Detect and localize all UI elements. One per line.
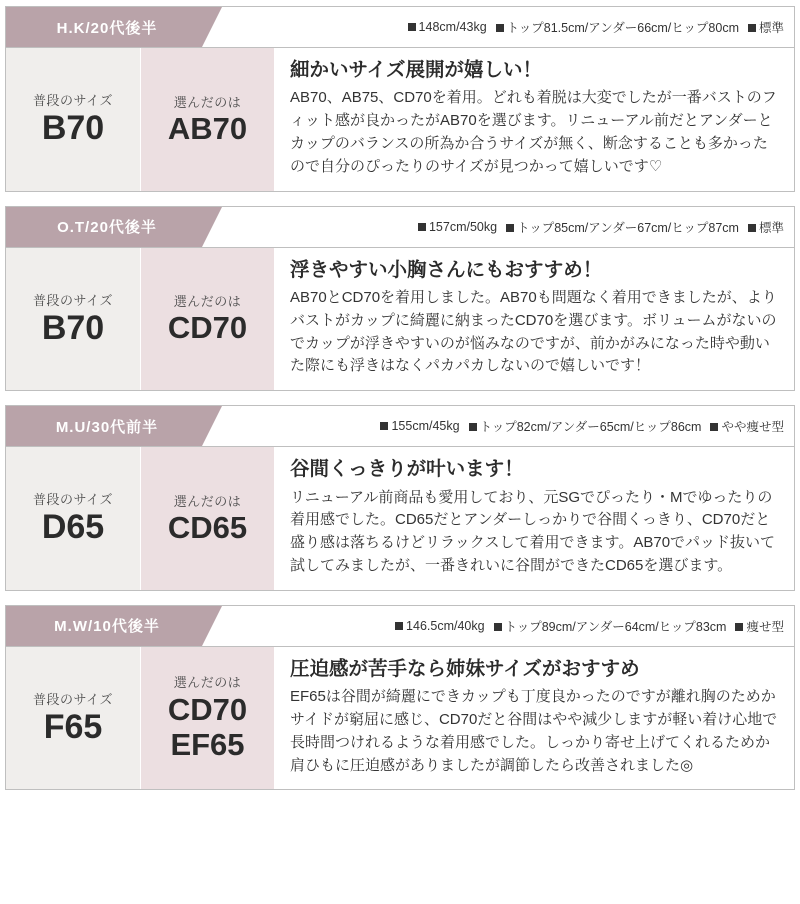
spec-text: 痩せ型: [746, 619, 784, 634]
review-text-block: [274, 48, 794, 191]
usual-size-label: 普段のサイズ: [33, 691, 113, 707]
review-header: [6, 606, 794, 647]
review-header: [6, 207, 794, 248]
usual-size-label: 普段のサイズ: [33, 92, 113, 108]
usual-size-box: [6, 248, 140, 391]
usual-size-box: [6, 48, 140, 191]
review-body-row: [6, 447, 794, 590]
chosen-size-label: 選んだのは: [173, 294, 242, 310]
reviewer-specs: [202, 207, 794, 247]
reviewer-name: H.K/20代後半: [6, 7, 202, 47]
chosen-size-box: [140, 48, 274, 191]
review-body-text: AB70、AB75、CD70を着用。どれも着脱は大変でしたが一番バストのフィット感が良かったがAB70を選びます。リニューアル前だとアンダーとカップのバランスの所為か合うサイズが無く、断念することも多かったので自分のぴったりのサイズが見つかって嬉しいです♡: [290, 89, 777, 175]
chosen-size-label: 選んだのは: [173, 675, 242, 691]
spec-item: [735, 617, 784, 635]
usual-size-value: B70: [41, 108, 105, 147]
review-header: [6, 7, 794, 48]
review-title: 谷間くっきりが叶います！: [290, 458, 524, 481]
square-bullet-icon: [710, 423, 718, 431]
spec-item: [380, 419, 459, 433]
reviewer-specs: [202, 606, 794, 646]
square-bullet-icon: [395, 622, 403, 630]
square-bullet-icon: [748, 224, 756, 232]
chosen-size-box: [140, 647, 274, 790]
spec-text: トップ85cm/アンダー67cm/ヒップ87cm: [517, 220, 739, 235]
review-body-text: リニューアル前商品も愛用しており、元SGでぴったり・Mでゆったりの着用感でした。CD65だとアンダーしっかりで谷間くっきり、CD70だと盛り感は落ちるけどリラックスして着用できます。AB70でパッド抜いて試してみましたが、一番きれいに谷間ができたCD65を選びます。: [290, 488, 776, 574]
spec-text: 標準: [758, 220, 784, 235]
review-title: 圧迫感が苦手なら姉妹サイズがおすすめ: [290, 657, 640, 680]
reviewer-specs: [202, 406, 794, 446]
review-title: 細かいサイズ展開が嬉しい！: [290, 59, 542, 81]
square-bullet-icon: [494, 623, 502, 631]
reviewer-specs: [202, 7, 794, 47]
chosen-size-label: 選んだのは: [173, 94, 242, 110]
chosen-size-box: [140, 447, 274, 590]
spec-text: やや痩せ型: [721, 420, 784, 435]
reviews-page: [0, 6, 800, 790]
square-bullet-icon: [418, 223, 426, 231]
review-body-text: EF65は谷間が綺麗にできカップも丁度良かったのですが離れ胸のためかサイドが窮屈に感じ、CD70だと谷間はやや減少しますが軽い着け心地で長時間つけれるような着用感でした。しっかり寄せ上げてくれるためか肩ひもに圧迫感がありましたが調節したら改善されました◎: [290, 688, 778, 774]
review-text-block: [274, 447, 794, 590]
spec-item: [469, 417, 702, 435]
usual-size-box: [6, 447, 140, 590]
spec-text: 157cm/50kg: [428, 219, 498, 234]
square-bullet-icon: [469, 423, 477, 431]
usual-size-value: F65: [43, 707, 103, 746]
usual-size-value: B70: [41, 308, 105, 347]
spec-text: トップ89cm/アンダー64cm/ヒップ83cm: [504, 619, 727, 634]
spec-item: [748, 18, 784, 36]
square-bullet-icon: [380, 422, 388, 430]
review-card: [5, 405, 795, 591]
review-card: [5, 206, 795, 392]
square-bullet-icon: [408, 23, 416, 31]
spec-item: [748, 218, 784, 236]
usual-size-label: 普段のサイズ: [33, 292, 113, 308]
spec-item: [710, 417, 784, 435]
square-bullet-icon: [735, 623, 743, 631]
spec-text: 146.5cm/40kg: [406, 618, 485, 633]
review-body-row: [6, 48, 794, 191]
review-title: 浮きやすい小胸さんにもおすすめ！: [290, 258, 603, 281]
review-body-row: [6, 248, 794, 391]
usual-size-value: D65: [41, 508, 105, 547]
chosen-size-label: 選んだのは: [173, 493, 242, 509]
spec-item: [418, 220, 497, 234]
square-bullet-icon: [496, 24, 504, 32]
spec-item: [408, 20, 487, 34]
chosen-size-value: CD65: [167, 509, 248, 545]
review-body-row: [6, 647, 794, 790]
reviewer-name: O.T/20代後半: [6, 207, 202, 247]
spec-item: [506, 218, 739, 236]
usual-size-label: 普段のサイズ: [33, 492, 113, 508]
chosen-size-value: CD70: [167, 692, 248, 728]
spec-text: 標準: [758, 21, 784, 35]
spec-item: [496, 18, 739, 36]
review-text-block: [274, 647, 794, 790]
reviewer-name: M.W/10代後半: [6, 606, 202, 646]
spec-item: [494, 617, 727, 635]
review-card: [5, 6, 795, 192]
spec-text: 148cm/43kg: [418, 20, 487, 34]
square-bullet-icon: [748, 24, 756, 32]
review-header: [6, 406, 794, 447]
reviewer-name: M.U/30代前半: [6, 406, 202, 446]
spec-item: [395, 619, 485, 633]
review-card: [5, 605, 795, 791]
spec-text: 155cm/45kg: [391, 419, 460, 434]
spec-text: トップ82cm/アンダー65cm/ヒップ86cm: [479, 420, 702, 435]
chosen-size-box: [140, 248, 274, 391]
chosen-size-value: AB70: [167, 110, 248, 146]
usual-size-box: [6, 647, 140, 790]
square-bullet-icon: [506, 224, 514, 232]
chosen-size-value: CD70: [167, 310, 248, 346]
review-body-text: AB70とCD70を着用しました。AB70も問題なく着用できましたが、よりバストがカップに綺麗に納まったCD70を選びます。ボリュームがないのでカップが浮きやすいのが悩みなのですが、前かがみになった時や動いた際にも浮きはなくパカパカしないので嬉しいです！: [290, 288, 777, 375]
review-text-block: [274, 248, 794, 391]
spec-text: トップ81.5cm/アンダー66cm/ヒップ80cm: [506, 21, 739, 35]
chosen-size-value-alt: EF65: [170, 726, 245, 762]
